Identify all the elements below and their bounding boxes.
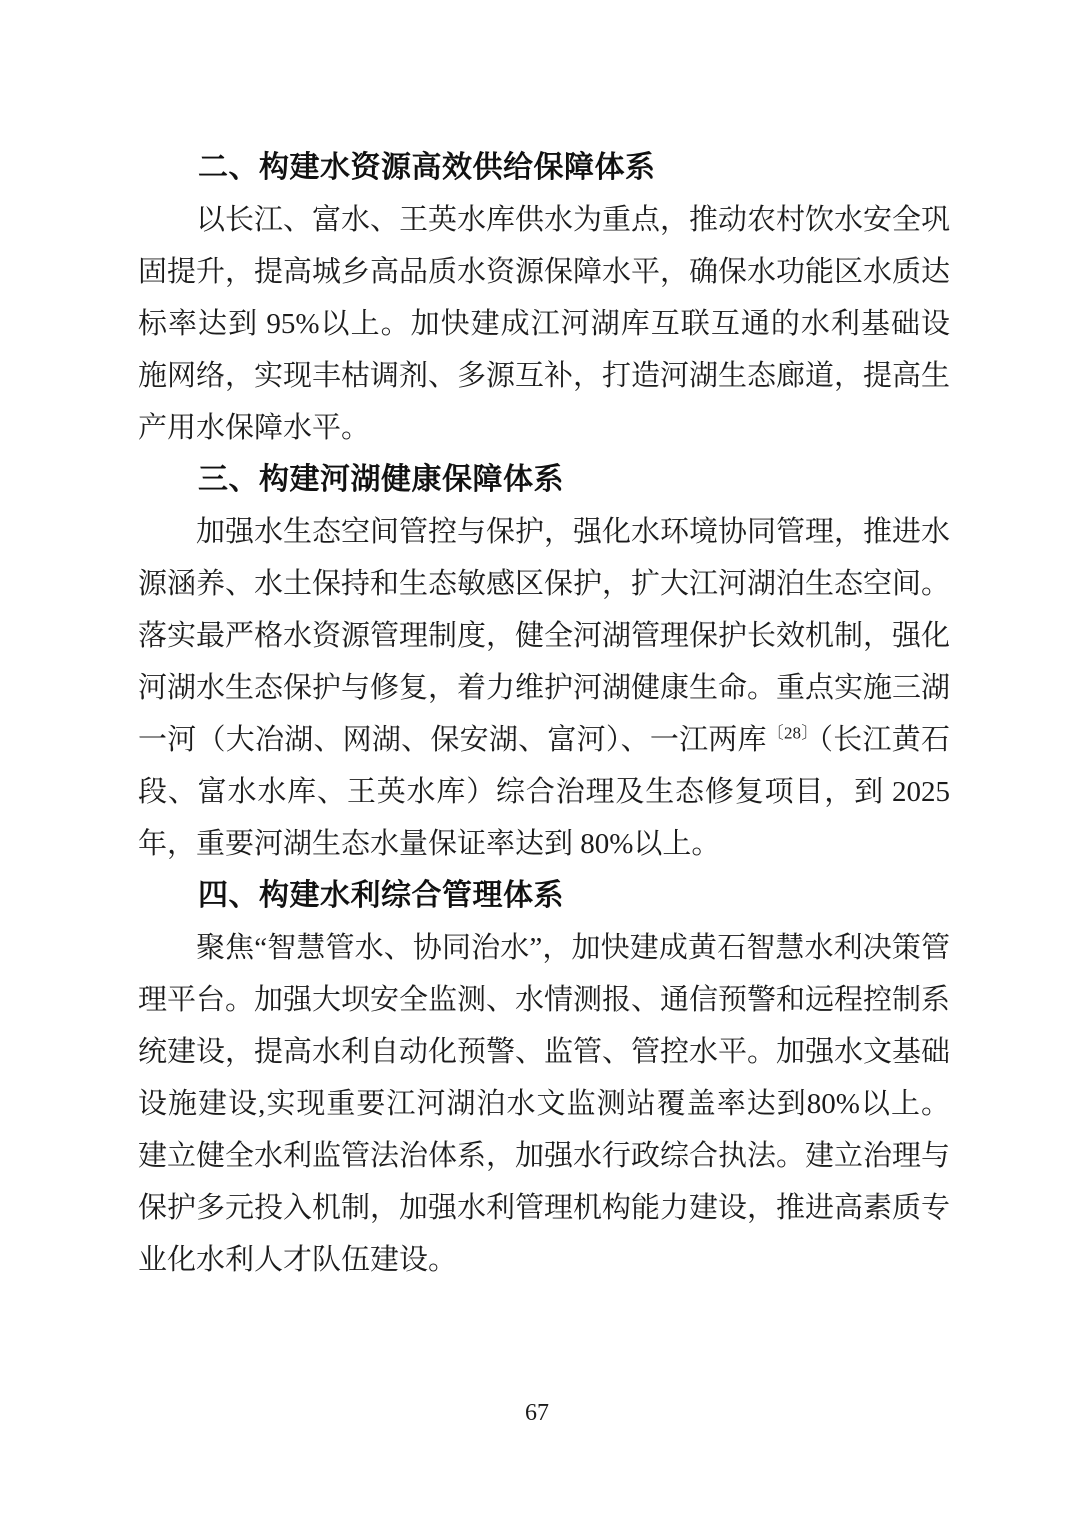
section-heading-river-lake-health: 三、构建河湖健康保障体系 bbox=[198, 463, 564, 496]
section-paragraph-water-supply: 以长江、富水、王英水库供水为重点，推动农村饮水安全巩固提升，提高城乡高品质水资源保障水平，确保水功能区水质达标率达到 95%以上。加快建成江河湖库互联互通的水利基础设施网络，实现丰枯调剂、多源互补，打造河湖生态廊道，提高生产用水保障水平。 bbox=[138, 204, 951, 444]
section-heading-water-supply: 二、构建水资源高效供给保障体系 bbox=[198, 151, 656, 184]
page-content bbox=[138, 142, 950, 1286]
section-paragraph-water-management: 聚焦“智慧管水、协同治水”，加快建成黄石智慧水利决策管理平台。加强大坝安全监测、水情测报、通信预警和远程控制系统建设，提高水利自动化预警、监管、管控水平。加强水文基础设施建设,实现重要江河湖泊水文监测站覆盖率达到80%以上。建立健全水利监管法治体系，加强水行政综合执法。建立治理与保护多元投入机制，加强水利管理机构能力建设，推进高素质专业化水利人才队伍建设。 bbox=[138, 932, 951, 1276]
paragraph-text-before-footnote: 加强水生态空间管控与保护，强化水环境协同管理，推进水源涵养、水土保持和生态敏感区保护，扩大江河湖泊生态空间。落实最严格水资源管理制度，健全河湖管理保护长效机制，强化河湖水生态保护与修复，着力维护河湖健康生命。重点实施三湖一河（大冶湖、网湖、保安湖、富河）、一江两库 bbox=[138, 516, 951, 756]
page-number: 67 bbox=[525, 1400, 549, 1426]
section-paragraph-river-lake-health bbox=[138, 506, 950, 870]
section-heading-water-management: 四、构建水利综合管理体系 bbox=[198, 879, 564, 912]
paragraph-text-after-footnote: （长江黄石段、富水水库、王英水库）综合治理及生态修复项目，到 2025年，重要河湖生态水量保证率达到 80%以上。 bbox=[138, 724, 950, 860]
footnote-reference-28: 〔28〕 bbox=[766, 723, 819, 743]
